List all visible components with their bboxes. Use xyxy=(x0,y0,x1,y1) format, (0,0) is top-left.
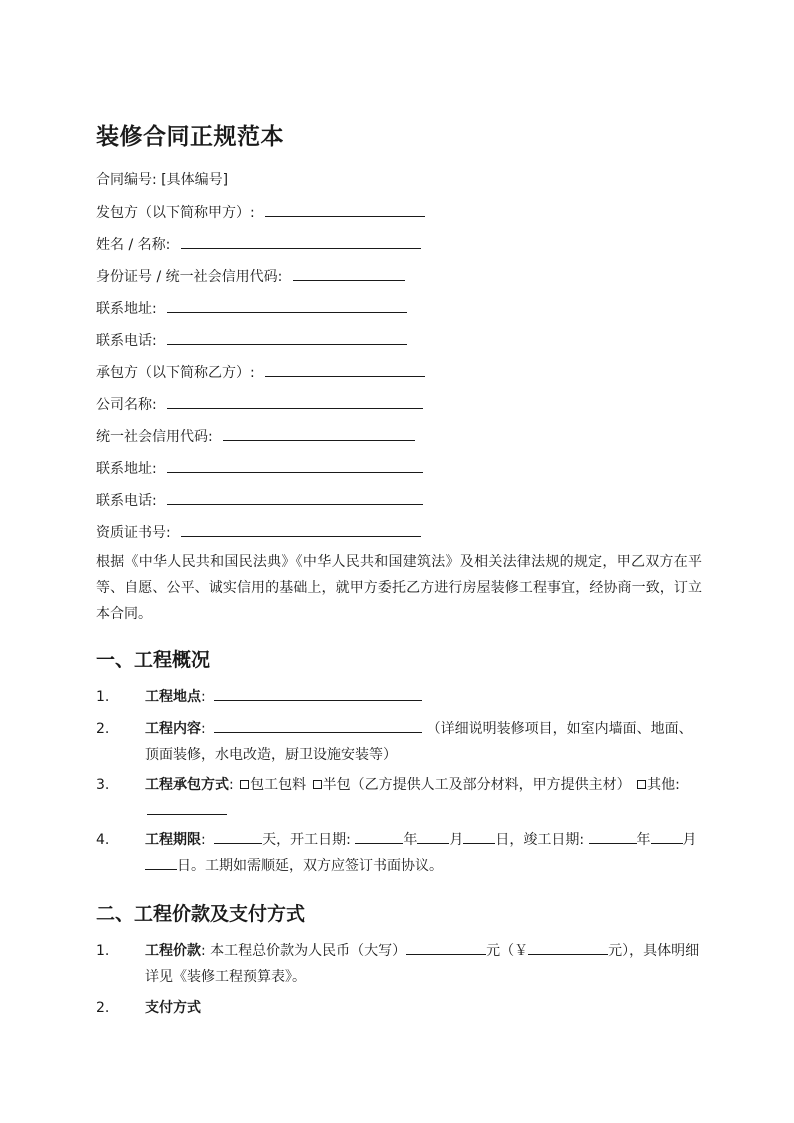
end-year-text: 年 xyxy=(636,832,651,848)
party-a-phone-blank[interactable] xyxy=(167,329,407,345)
party-b-cert-blank[interactable] xyxy=(181,521,421,537)
duration-days-text: 天，开工日期: xyxy=(262,832,351,848)
section2-heading: 二、工程价款及支付方式 xyxy=(96,903,306,925)
s2-item-1-colon: : xyxy=(201,943,206,959)
s1-item-3-colon: : xyxy=(229,777,234,793)
end-day-blank[interactable] xyxy=(145,854,177,870)
s1-item-4-colon: : xyxy=(201,832,206,848)
party-b-cert-label: 资质证书号: xyxy=(96,525,171,541)
duration-days-blank[interactable] xyxy=(214,828,262,844)
party-a-id-row xyxy=(96,265,405,287)
end-month-text: 月 xyxy=(682,832,697,848)
s2-item-2-number: 2. xyxy=(96,1000,110,1016)
s2-item-1-number: 1. xyxy=(96,943,110,959)
s1-item-1-label: 工程地点 xyxy=(145,689,201,705)
s1-item-3-label: 工程承包方式 xyxy=(145,777,229,793)
price-text-2: 元（￥ xyxy=(486,943,529,959)
end-month-blank[interactable] xyxy=(651,828,683,844)
price-text-1: 本工程总价款为人民币（大写） xyxy=(210,943,407,959)
party-a-address-blank[interactable] xyxy=(167,297,407,313)
price-text-3: 元），具体明细详见《装修工程预算表》。 xyxy=(145,943,700,985)
party-a-name-blank[interactable] xyxy=(181,233,421,249)
price-number-blank[interactable] xyxy=(528,939,608,955)
party-a-phone-label: 联系电话: xyxy=(96,333,157,349)
start-day-text: 日，竣工日期: xyxy=(495,832,585,848)
party-a-name-label: 姓名 / 名称: xyxy=(96,237,171,253)
option-other-blank[interactable] xyxy=(147,799,227,815)
s1-item-4 xyxy=(96,827,702,879)
s1-item-2-colon: : xyxy=(201,721,206,737)
s1-item-2-label: 工程内容 xyxy=(145,721,201,737)
s1-item-2 xyxy=(96,716,702,768)
s1-item-3 xyxy=(96,772,702,824)
work-location-blank[interactable] xyxy=(214,685,422,701)
s1-item-1-number: 1. xyxy=(96,689,110,705)
s1-item-3-number: 3. xyxy=(96,777,110,793)
option-half-package-label: 半包（乙方提供人工及部分材料，甲方提供主材） xyxy=(322,777,631,793)
party-b-address-label: 联系地址: xyxy=(96,461,157,477)
party-a-address-row xyxy=(96,297,407,319)
work-content-blank[interactable] xyxy=(214,717,422,733)
party-b-phone-label: 联系电话: xyxy=(96,493,157,509)
s2-item-1 xyxy=(96,938,702,990)
party-b-credit-blank[interactable] xyxy=(223,425,415,441)
section1-heading: 一、工程概况 xyxy=(96,649,211,671)
party-a-name-row xyxy=(96,233,421,255)
s2-item-1-label: 工程价款 xyxy=(145,943,201,959)
party-a-id-blank[interactable] xyxy=(293,265,405,281)
party-b-credit-row xyxy=(96,425,415,447)
party-b-address-blank[interactable] xyxy=(167,457,423,473)
party-a-id-label: 身份证号 / 统一社会信用代码: xyxy=(96,269,283,285)
party-b-blank[interactable] xyxy=(265,361,425,377)
party-b-credit-label: 统一社会信用代码: xyxy=(96,429,213,445)
page-title: 装修合同正规范本 xyxy=(96,124,284,150)
start-month-text: 月 xyxy=(449,832,464,848)
s1-item-2-number: 2. xyxy=(96,721,110,737)
party-a-label: 发包方（以下简称甲方）: xyxy=(96,205,255,221)
party-b-address-row xyxy=(96,457,423,479)
party-b-company-label: 公司名称: xyxy=(96,397,157,413)
option-full-package-label: 包工包料 xyxy=(250,777,307,793)
party-b-label: 承包方（以下简称乙方）: xyxy=(96,365,255,381)
option-full-package-checkbox[interactable] xyxy=(240,780,249,789)
party-b-phone-blank[interactable] xyxy=(167,489,423,505)
s2-item-2-label: 支付方式 xyxy=(145,1000,201,1016)
s1-item-4-number: 4. xyxy=(96,832,110,848)
party-b-cert-row xyxy=(96,521,421,543)
end-day-text: 日。工期如需顺延，双方应签订书面协议。 xyxy=(177,858,443,874)
start-year-blank[interactable] xyxy=(355,828,403,844)
party-a-blank[interactable] xyxy=(265,201,425,217)
contract-number-value: [具体编号] xyxy=(161,172,229,188)
price-words-blank[interactable] xyxy=(406,939,486,955)
party-a-phone-row xyxy=(96,329,407,351)
party-b-company-blank[interactable] xyxy=(167,393,423,409)
party-a-address-label: 联系地址: xyxy=(96,301,157,317)
start-month-blank[interactable] xyxy=(417,828,449,844)
option-other-label: 其他: xyxy=(647,777,680,793)
party-b-row xyxy=(96,361,425,383)
party-b-phone-row xyxy=(96,489,423,511)
contract-number-label: 合同编号: xyxy=(96,172,157,188)
end-year-blank[interactable] xyxy=(589,828,637,844)
party-b-company-row xyxy=(96,393,423,415)
s1-item-1-colon: : xyxy=(201,689,206,705)
s1-item-2-note: （详细说明装修项目，如室内墙面、地面、顶面装修，水电改造，厨卫设施安装等） xyxy=(145,721,693,763)
option-half-package-checkbox[interactable] xyxy=(313,780,322,789)
intro-paragraph: 根据《中华人民共和国民法典》《中华人民共和国建筑法》及相关法律法规的规定，甲乙双方在平等、自愿、公平、诚实信用的基础上，就甲方委托乙方进行房屋装修工程事宜，经协商一致，订立本合同。 xyxy=(96,554,702,622)
contract-number-row xyxy=(96,169,228,191)
party-a-row xyxy=(96,201,425,223)
option-other-checkbox[interactable] xyxy=(637,780,646,789)
s1-item-4-label: 工程期限 xyxy=(145,832,201,848)
start-year-text: 年 xyxy=(403,832,418,848)
start-day-blank[interactable] xyxy=(463,828,495,844)
